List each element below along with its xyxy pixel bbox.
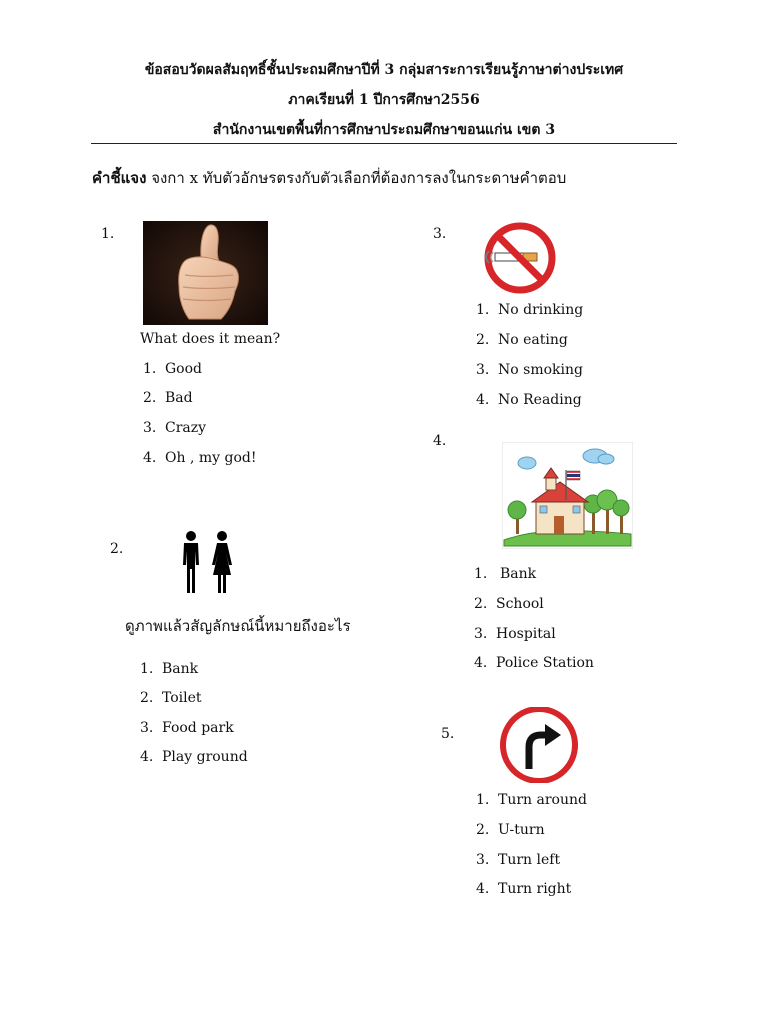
option-number: 1. <box>140 661 154 677</box>
instructions-text: จงกา x ทับตัวอักษรตรงกับตัวเลือกที่ต้องการลงในกระดาษคำตอบ <box>146 169 567 187</box>
option-item <box>474 596 544 612</box>
option-text: Toilet <box>162 690 202 706</box>
option-number: 4. <box>143 450 157 466</box>
option-text: Crazy <box>165 420 207 436</box>
option-number: 2. <box>474 596 488 612</box>
instructions <box>92 166 566 190</box>
question-number: 2. <box>110 541 124 557</box>
question-number: 3. <box>433 226 447 242</box>
question-prompt: ดูภาพแล้วสัญลักษณ์นี้หมายถึงอะไร <box>125 617 351 635</box>
option-text: Police Station <box>496 655 594 671</box>
option-item <box>474 626 556 642</box>
option-item <box>476 852 560 868</box>
option-item <box>143 450 256 466</box>
option-text: No drinking <box>498 302 584 318</box>
option-text: No Reading <box>498 392 582 408</box>
option-text: Bad <box>165 390 193 406</box>
option-number: 2. <box>476 822 490 838</box>
option-item <box>143 420 206 436</box>
instructions-label: คำชี้แจง <box>92 169 147 187</box>
option-item <box>476 792 587 808</box>
option-text: No smoking <box>498 362 583 378</box>
option-text: Bank <box>500 566 537 582</box>
option-text: Oh , my god! <box>165 450 257 466</box>
header-divider <box>91 143 677 144</box>
option-item <box>140 720 234 736</box>
option-item <box>140 749 248 765</box>
option-text: No eating <box>498 332 568 348</box>
option-item <box>140 661 198 677</box>
option-item <box>476 362 583 378</box>
option-number: 4. <box>474 655 488 671</box>
option-text: Turn around <box>498 792 587 808</box>
no-smoking-sign-image <box>481 221 561 297</box>
option-number: 1. <box>474 566 488 582</box>
option-number: 3. <box>143 420 157 436</box>
option-number: 2. <box>476 332 490 348</box>
option-text: Good <box>165 361 203 377</box>
option-item <box>474 655 594 671</box>
option-item <box>476 392 582 408</box>
option-text: Turn right <box>498 881 572 897</box>
option-item <box>476 332 568 348</box>
office-line: สำนักงานเขตพื้นที่การศึกษาประถมศึกษาขอนแก่น เขต 3 <box>212 122 556 138</box>
semester-line: ภาคเรียนที่ 1 ปีการศึกษา2556 <box>288 92 480 108</box>
school-building-image <box>502 442 633 549</box>
option-number: 2. <box>140 690 154 706</box>
option-text: Food park <box>162 720 234 736</box>
option-item <box>143 361 202 377</box>
option-number: 1. <box>476 302 490 318</box>
option-text: U-turn <box>498 822 545 838</box>
question-number: 1. <box>101 226 115 242</box>
option-number: 3. <box>140 720 154 736</box>
thumbs-up-image <box>143 221 268 325</box>
option-number: 1. <box>143 361 157 377</box>
option-number: 4. <box>476 881 490 897</box>
question-number: 4. <box>433 433 447 449</box>
option-number: 2. <box>143 390 157 406</box>
option-number: 1. <box>476 792 490 808</box>
question-number: 5. <box>441 726 455 742</box>
option-number: 3. <box>474 626 488 642</box>
restroom-sign-image <box>145 505 270 597</box>
option-text: School <box>496 596 544 612</box>
option-text: Hospital <box>496 626 556 642</box>
option-item <box>140 690 202 706</box>
option-number: 4. <box>476 392 490 408</box>
exam-title: ข้อสอบวัดผลสัมฤทธิ์ชั้นประถมศึกษาปีที่ 3 กลุ่มสาระการเรียนรู้ภาษาต่างประเทศ <box>144 62 624 78</box>
option-item <box>143 390 193 406</box>
option-text: Bank <box>162 661 199 677</box>
option-item <box>476 302 583 318</box>
question-prompt: What does it mean? <box>140 331 281 347</box>
turn-right-sign-image <box>499 707 583 783</box>
option-number: 3. <box>476 852 490 868</box>
option-number: 3. <box>476 362 490 378</box>
option-text: Turn left <box>498 852 561 868</box>
option-item <box>476 822 545 838</box>
option-number: 4. <box>140 749 154 765</box>
option-item <box>474 566 536 582</box>
option-text: Play ground <box>162 749 248 765</box>
option-item <box>476 881 571 897</box>
